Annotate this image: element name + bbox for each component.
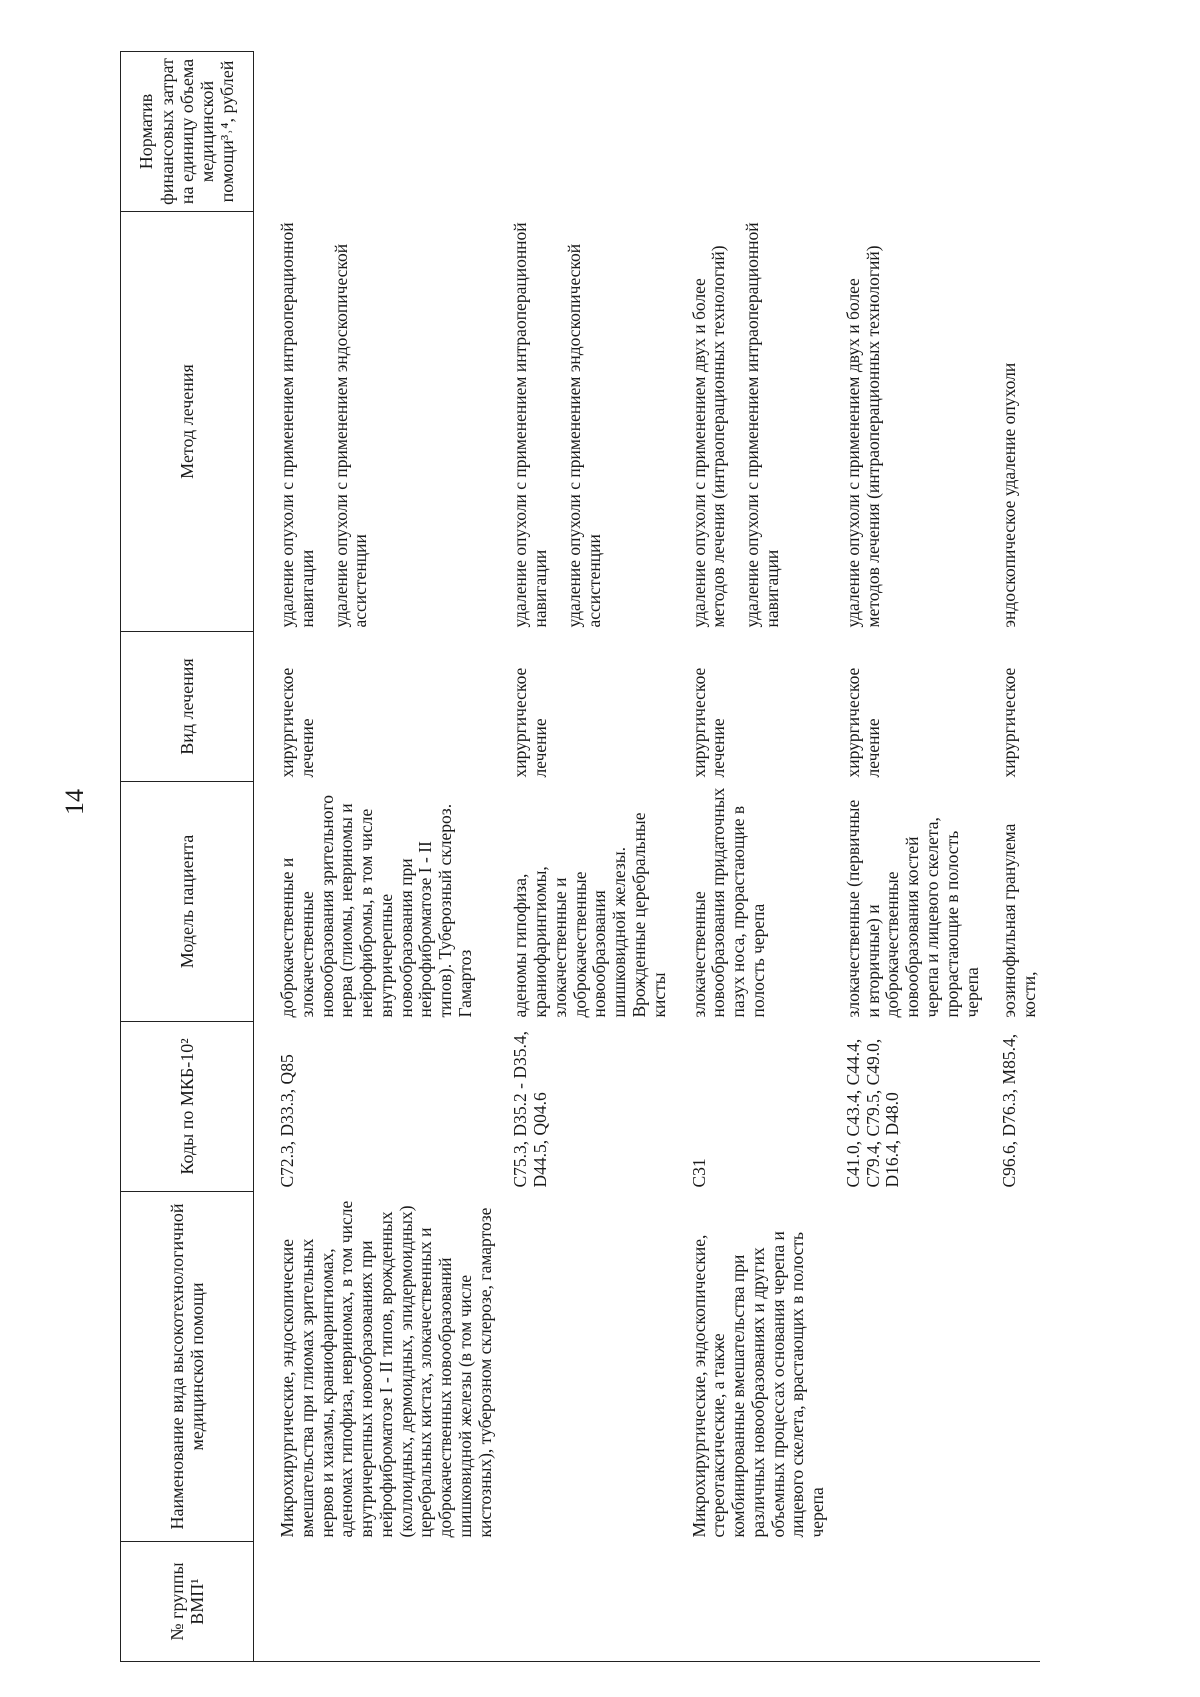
cell-method xyxy=(254,212,496,632)
cell-model: аденомы гипофиза, краниофарингиомы, злокачественные и доброкачественные новообразования шишковидной железы. Врожденные церебральные кисты xyxy=(510,812,669,1018)
header-cost-norm: Норматив финансовых затрат на единицу объема медицинской помощи³˒⁴, рублей xyxy=(121,52,254,212)
cell-type: хирургическое лечение xyxy=(277,667,317,778)
cell-norm xyxy=(670,52,828,212)
cell-group xyxy=(670,1542,828,1662)
cell-name xyxy=(828,1192,982,1542)
cell-method xyxy=(982,212,1040,632)
cell-codes: C41.0, C43.4, C44.4, C79.4, C79.5, C49.0, D16.4, D48.0 xyxy=(842,1038,903,1188)
method-item: удаление опухоли с применением интраоперационной навигации xyxy=(510,222,551,628)
cell-type: хирургическое лечение xyxy=(510,667,551,778)
cell-type: хирургическое лечение xyxy=(842,667,883,778)
table-row xyxy=(254,52,496,1662)
rotated-page xyxy=(120,42,1180,1662)
cell-name: Микрохирургические, эндоскопические вмешательства при глиомах зрительных нервов и хиазмы, краниофарингиомах, аденомах гипофиза, невриномах, в том числе внутричерепных новообразованиях при нейрофиброматозе I - II типов, врожденных (коллоидных, дермоидных, эпидермоидных) церебральных кистах, злокачественных и доброкачественных новообразований шишковидной железы (в том числе кистозных), туберозном склерозе, гамартозе xyxy=(277,1200,495,1538)
vmp-table xyxy=(120,51,1040,1662)
table-header xyxy=(121,52,254,1662)
cell-norm xyxy=(495,52,669,212)
method-item: эндоскопическое удаление опухоли xyxy=(999,362,1020,628)
cell-group xyxy=(495,1542,669,1662)
table-row xyxy=(495,52,669,1662)
header-treatment-type: Вид лечения xyxy=(121,632,254,782)
method-item: удаление опухоли с применением двух и более методов лечения (интраоперационных технологий) xyxy=(688,245,729,628)
header-vmp-name: Наименование вида высокотехнологичной медицинской помощи xyxy=(121,1192,254,1542)
table-row xyxy=(828,52,982,1662)
cell-method xyxy=(495,212,669,632)
cell-name xyxy=(982,1192,1040,1542)
method-item: удаление опухоли с применением двух и более методов лечения (интраоперационных технологий) xyxy=(842,245,883,628)
cell-group xyxy=(982,1542,1040,1662)
method-item: удаление опухоли с применением эндоскопической ассистенции xyxy=(330,243,371,628)
cell-model: эозинофильная гранулема кости, xyxy=(999,823,1040,1018)
method-item: удаление опухоли с применением интраоперационной навигации xyxy=(742,222,782,628)
cell-group xyxy=(254,1542,496,1662)
cell-type: хирургическое xyxy=(999,667,1020,778)
cell-model: злокачественные новообразования придаточных пазух носа, прорастающие в полость черепа xyxy=(688,787,768,1018)
cell-method xyxy=(828,212,982,632)
cell-model: доброкачественные и злокачественные новообразования зрительного нерва (глиомы, невриномы и нейрофибромы, в том числе внутричерепные новообразования при нейрофиброматозе I - II типов). Туберозный склероз. Гамартоз xyxy=(277,795,475,1018)
cell-type: хирургическое лечение xyxy=(688,667,729,778)
table-row xyxy=(982,52,1040,1662)
page-number: 14 xyxy=(60,789,89,815)
header-icd-codes: Коды по МКБ-10² xyxy=(121,1022,254,1192)
cell-norm xyxy=(828,52,982,212)
table-row xyxy=(670,52,828,1662)
header-treatment-method: Метод лечения xyxy=(121,212,254,632)
cell-name xyxy=(495,1192,669,1542)
cell-norm xyxy=(982,52,1040,212)
method-item: удаление опухоли с применением эндоскопической ассистенции xyxy=(563,243,604,628)
cell-model: злокачественные (первичные и вторичные) и доброкачественные новообразования костей черепа и лицевого скелета, прорастающие в полость черепа xyxy=(842,799,982,1018)
cell-name: Микрохирургические, эндоскопические, стереотаксические, а также комбинированные вмешательства при различных новообразованиях и других объемных процессах основания черепа и лицевого скелета, врастающих в полость черепа xyxy=(688,1231,828,1538)
cell-codes: C72.3, D33.3, Q85 xyxy=(277,1054,297,1188)
cell-codes: C75.3, D35.2 - D35.4, D44.5, Q04.6 xyxy=(510,1030,551,1188)
header-group-number: № группы ВМП¹ xyxy=(121,1542,254,1662)
cell-group xyxy=(828,1542,982,1662)
cell-codes: C31 xyxy=(688,1158,709,1188)
table-body xyxy=(254,52,1040,1662)
cell-method xyxy=(670,212,828,632)
method-item: удаление опухоли с применением интраоперационной навигации xyxy=(277,222,317,628)
header-patient-model: Модель пациента xyxy=(121,782,254,1022)
cell-norm xyxy=(254,52,496,212)
cell-codes: C96.6, D76.3, M85.4, xyxy=(999,1033,1020,1188)
